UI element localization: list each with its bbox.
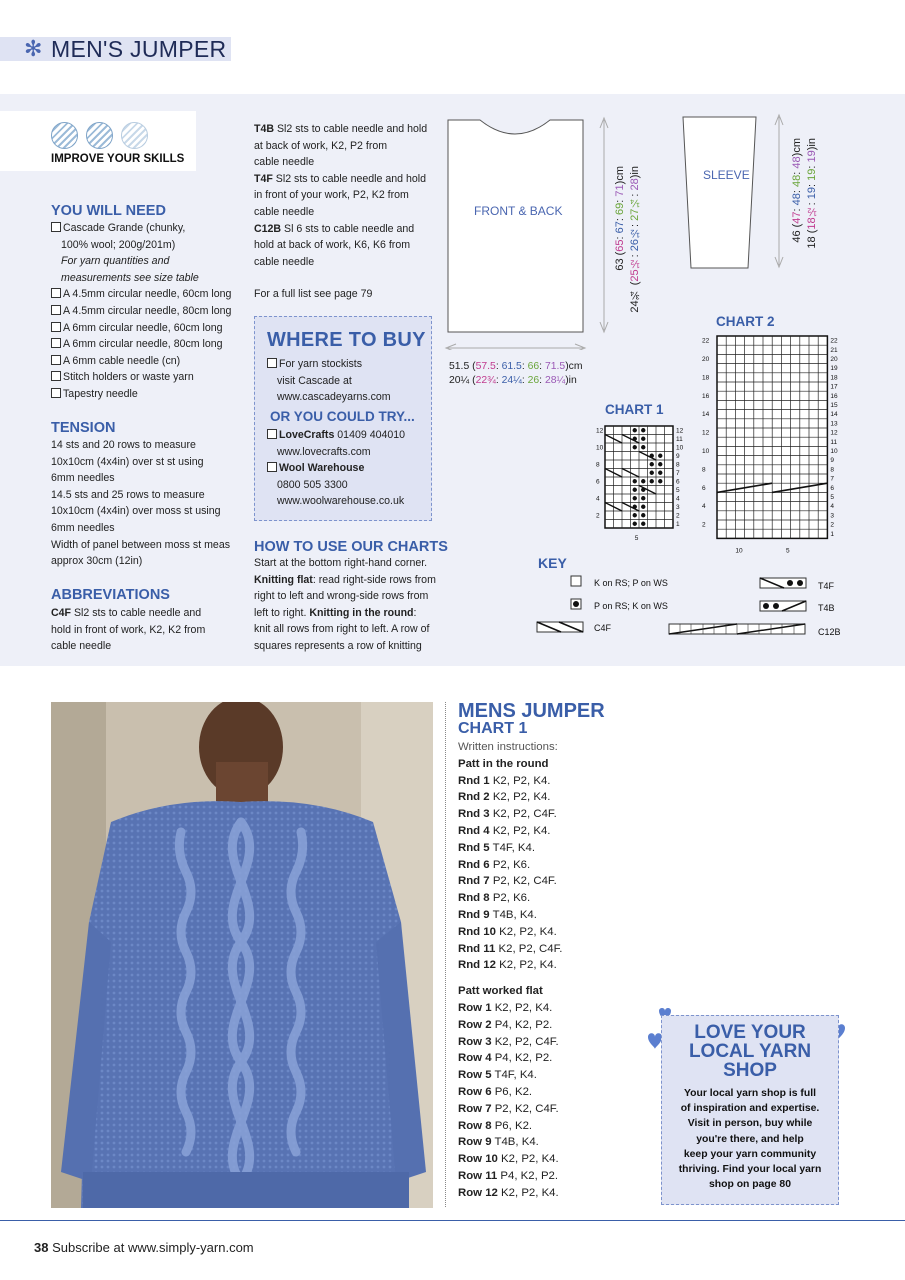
purl-dot: [633, 513, 637, 517]
abbreviations-heading: ABBREVIATIONS: [51, 587, 170, 603]
round-instruction: Rnd 10 K2, P2, K4.: [458, 925, 557, 938]
chart2-row-number: 22: [830, 337, 838, 345]
written-intro: Written instructions:: [458, 741, 558, 753]
tension-heading: TENSION: [51, 420, 116, 436]
chart1-row-number: 12: [676, 427, 684, 435]
round-instruction: Rnd 8 P2, K6.: [458, 892, 531, 905]
purl-dot: [658, 454, 662, 458]
sleeve-label: SLEEVE: [703, 168, 750, 182]
chart1-row-number: 1: [676, 520, 680, 528]
material-item: A 6mm circular needle, 80cm long: [51, 336, 246, 353]
chart1-row-number: 2: [676, 512, 680, 520]
chart1-row-number: 10: [676, 444, 684, 452]
checkbox-icon: [267, 429, 277, 439]
you-will-need-heading: YOU WILL NEED: [51, 203, 166, 219]
tension-text: [51, 437, 246, 570]
material-item: A 6mm cable needle (cn): [51, 353, 246, 370]
row-instruction: Row 3 K2, P2, C4F.: [458, 1035, 559, 1048]
purl-dot: [641, 522, 645, 526]
tension-line: 10x10cm (4x4in) over moss st using: [51, 505, 221, 518]
chart2-row-number: 4: [702, 503, 706, 511]
written-title: MENS JUMPER: [458, 700, 605, 722]
checkbox-icon[interactable]: [51, 322, 61, 332]
chart2-row-number: 21: [830, 346, 838, 354]
purl-dot: [633, 488, 637, 492]
round-instruction: Rnd 2 K2, P2, K4.: [458, 791, 551, 804]
purl-dot: [650, 462, 654, 466]
sleeve-in: 18 (18½: 19: 19: 19)in: [806, 138, 818, 249]
tension-line: 10x10cm (4x4in) over st st using: [51, 455, 204, 468]
page-title: MEN'S JUMPER: [51, 36, 227, 62]
chart1-row-number: 6: [596, 478, 600, 486]
chart2-row-number: 16: [702, 392, 710, 400]
chart1-row-number: 8: [596, 461, 600, 469]
round-instruction: Rnd 3 K2, P2, C4F.: [458, 808, 557, 821]
chart2-row-number: 17: [830, 383, 838, 391]
how-to-text: Start at the bottom right-hand corner. Knitting flat: read right-side rows from right to left and wrong-side rows from left to right. Knitting in the round: knit all rows from right to left. A row of squares represents a row of knitting: [254, 557, 436, 652]
skill-level-label: IMPROVE YOUR SKILLS: [51, 153, 185, 165]
chart2-row-number: 14: [830, 411, 838, 419]
footer-rule: [0, 1220, 905, 1221]
checkbox-icon[interactable]: [51, 222, 61, 232]
material-item: A 6mm circular needle, 60cm long: [51, 320, 246, 337]
yarn-ball-icon: [86, 122, 113, 149]
round-heading: Patt in the round: [458, 757, 549, 770]
how-to-heading: HOW TO USE OUR CHARTS: [254, 539, 448, 555]
material-item: 100% wool; 200g/201m): [61, 238, 176, 251]
written-subtitle: CHART 1: [458, 720, 528, 737]
round-instruction: Rnd 9 T4B, K4.: [458, 908, 537, 921]
checkbox-icon[interactable]: [51, 355, 61, 365]
chart2-row-number: 4: [830, 503, 835, 511]
chart1-row-number: 3: [676, 503, 680, 511]
chart2-row-number: 1: [830, 530, 835, 538]
chart2-row-number: 18: [830, 374, 838, 382]
purl-dot: [650, 471, 654, 475]
chart1-row-number: 2: [596, 512, 600, 520]
chart2-row-number: 8: [702, 466, 706, 474]
chart1-row-number: 12: [596, 427, 604, 435]
width-measurements: 51.5 (57.5: 61.5: 66: 71.5)cm 20¼ (22¾: 24¼: 26: 28¼)in: [449, 361, 583, 386]
purl-dot: [641, 513, 645, 517]
yarn-ball-icon: [121, 122, 148, 149]
sleeve-cm: 46 (47: 48: 48: 48)cm: [791, 138, 803, 243]
purl-dot: [633, 496, 637, 500]
purl-dot: [641, 479, 645, 483]
chart2-row-number: 19: [830, 365, 838, 373]
materials-list: [51, 220, 246, 403]
checkbox-icon: [267, 358, 277, 368]
round-instruction: Rnd 12 K2, P2, K4.: [458, 959, 557, 972]
written-instructions: [458, 739, 658, 1202]
row-instruction: Row 12 K2, P2, K4.: [458, 1186, 559, 1199]
star-icon: ✻: [24, 36, 43, 61]
key-p-on-rs: P on RS; K on WS: [594, 601, 668, 611]
purl-dot: [641, 445, 645, 449]
material-item: A 4.5mm circular needle, 60cm long: [51, 286, 246, 303]
purl-dot: [650, 479, 654, 483]
key-t4f: T4F: [818, 581, 835, 591]
row-instruction: Row 11 P4, K2, P2.: [458, 1169, 559, 1182]
chart2-grid: [695, 330, 845, 560]
material-item: A 4.5mm circular needle, 80cm long: [51, 303, 246, 320]
row-instruction: Row 6 P6, K2.: [458, 1085, 533, 1098]
tension-line: approx 30cm (12in): [51, 555, 143, 568]
abbr-column: T4B Sl2 sts to cable needle and hold at back of work, K2, P2 from cable needle T4F Sl2 sts to cable needle and hold in front of your work, P2, K2 from cable needle C12B Sl 6 sts to cable needle and hold at back of work, K6, K6 from cable needle For a full list see page 79: [254, 121, 434, 303]
material-item: Tapestry needle: [51, 386, 246, 403]
chart2-row-number: 15: [830, 402, 838, 409]
round-instruction: Rnd 11 K2, P2, C4F.: [458, 942, 563, 955]
checkbox-icon: [267, 462, 277, 472]
purl-dot: [641, 496, 645, 500]
where-to-buy-box: WHERE TO BUY For yarn stockists visit Cascade at www.cascadeyarns.com OR YOU COULD TRY... LoveCrafts 01409 404010 www.lovecrafts.com Wool Warehouse 0800 505 3300 www.woolwarehouse.co.uk: [254, 316, 432, 521]
chart2-row-number: 22: [702, 337, 710, 345]
row-instruction: Row 5 T4F, K4.: [458, 1069, 537, 1082]
chart1-grid: [585, 420, 695, 550]
chart1-row-number: 7: [676, 469, 680, 477]
where-to-buy-title: WHERE TO BUY: [267, 329, 426, 351]
jumper-photo: [51, 702, 433, 1208]
front-back-label: FRONT & BACK: [474, 204, 563, 218]
abbr-c4f: C4F Sl2 sts to cable needle and hold in front of work, K2, K2 from cable needle: [51, 607, 206, 653]
chart2-row-number: 6: [702, 484, 706, 492]
tension-line: 6mm needles: [51, 521, 115, 534]
chart2-row-number: 2: [830, 521, 835, 529]
chart2-row-number: 16: [830, 392, 838, 400]
chart2-row-number: 20: [702, 356, 710, 363]
material-item: measurements see size table: [61, 271, 199, 284]
chart2-row-number: 12: [830, 429, 838, 437]
checkbox-icon[interactable]: [51, 338, 61, 348]
key-title: KEY: [538, 555, 567, 571]
purl-dot: [641, 428, 645, 432]
footer: [34, 1240, 254, 1255]
chart2-col-number: 5: [786, 547, 790, 555]
tension-line: 14.5 sts and 25 rows to measure: [51, 488, 205, 501]
cascade-link[interactable]: www.cascadeyarns.com: [277, 391, 391, 404]
key-symbols: [535, 573, 850, 643]
row-instruction: Row 1 K2, P2, K4.: [458, 1001, 553, 1014]
chart2-row-number: 13: [830, 420, 838, 428]
subscribe-link[interactable]: Subscribe at www.simply-yarn.com: [48, 1240, 254, 1255]
page-number: 38: [34, 1240, 49, 1255]
lovecrafts-link[interactable]: www.lovecrafts.com: [277, 445, 371, 458]
flat-heading: Patt worked flat: [458, 985, 543, 998]
purl-dot: [658, 471, 662, 475]
chart2-row-number: 14: [702, 411, 710, 419]
chart2-row-number: 9: [830, 457, 835, 465]
round-instruction: Rnd 7 P2, K2, C4F.: [458, 875, 557, 888]
local-yarn-shop-box: LOVE YOUR LOCAL YARN SHOP Your local yarn shop is full of inspiration and expertise. Visit in person, buy while you're there, and help keep your yarn community thriving. Find your local yarn shop on page 80: [661, 1015, 839, 1205]
chart2-row-number: 5: [830, 494, 835, 501]
checkbox-icon[interactable]: [51, 305, 61, 315]
key-c4f: C4F: [594, 623, 612, 633]
row-instruction: Row 7 P2, K2, C4F.: [458, 1102, 559, 1115]
column-divider: [445, 702, 446, 1207]
alt-shops-title: OR YOU COULD TRY...: [270, 409, 415, 424]
chart1-col-number: 5: [634, 535, 639, 542]
round-instruction: Rnd 6 P2, K6.: [458, 858, 531, 871]
chart2-col-number: 10: [735, 547, 743, 555]
checkbox-icon[interactable]: [51, 288, 61, 298]
purl-dot: [633, 445, 637, 449]
full-list-note: For a full list see page 79: [254, 288, 373, 301]
chart1-row-number: 8: [676, 461, 680, 469]
chart1-row-number: 10: [596, 444, 604, 452]
length-in: 24¾ (25½: 26½: 27¼: 28)in: [629, 166, 641, 313]
purl-dot: [641, 437, 645, 441]
chart1-row-number: 4: [596, 495, 600, 503]
purl-dot: [641, 505, 645, 509]
chart2-row-number: 8: [830, 466, 835, 474]
purl-dot: [633, 428, 637, 432]
row-instruction: Row 10 K2, P2, K4.: [458, 1153, 559, 1166]
checkbox-icon[interactable]: [51, 371, 61, 381]
key-c12b: C12B: [818, 627, 841, 637]
purl-dot: [633, 522, 637, 526]
chart1-title: CHART 1: [605, 402, 664, 417]
chart1-row-number: 9: [676, 452, 680, 460]
chart2-title: CHART 2: [716, 314, 775, 329]
material-item: For yarn quantities and: [61, 255, 170, 268]
woolwarehouse-link[interactable]: www.woolwarehouse.co.uk: [277, 495, 405, 508]
row-instruction: Row 4 P4, K2, P2.: [458, 1052, 553, 1065]
tension-line: 6mm needles: [51, 472, 115, 485]
chart1-row-number: 11: [676, 435, 683, 443]
chart2-row-number: 2: [702, 521, 706, 529]
purl-dot: [658, 479, 662, 483]
chart2-row-number: 12: [702, 429, 710, 437]
chart2-row-number: 10: [830, 448, 838, 455]
tension-line: Width of panel between moss st meas: [51, 538, 231, 551]
row-instruction: Row 8 P6, K2.: [458, 1119, 533, 1132]
purl-dot: [658, 462, 662, 466]
tension-line: 14 sts and 20 rows to measure: [51, 439, 196, 451]
chart2-row-number: 10: [702, 448, 710, 455]
length-cm: 63 (65: 67: 69: 71)cm: [614, 166, 626, 271]
yarn-ball-icon: [51, 122, 78, 149]
key-k-on-rs: K on RS; P on WS: [594, 578, 668, 588]
chart1-row-number: 4: [676, 495, 680, 503]
round-instruction: Rnd 1 K2, P2, K4.: [458, 774, 551, 787]
material-item: Cascade Grande (chunky,: [51, 220, 246, 237]
chart2-row-number: 3: [830, 512, 835, 520]
row-instruction: Row 2 P4, K2, P2.: [458, 1018, 553, 1031]
row-instruction: Row 9 T4B, K4.: [458, 1136, 539, 1149]
round-instruction: Rnd 4 K2, P2, K4.: [458, 824, 551, 837]
material-item: Stitch holders or waste yarn: [51, 369, 246, 386]
chart2-row-number: 7: [830, 475, 835, 483]
checkbox-icon[interactable]: [51, 388, 61, 398]
chart1-row-number: 5: [676, 486, 680, 494]
chart2-row-number: 20: [830, 356, 838, 363]
chart2-row-number: 11: [830, 438, 838, 446]
chart1-row-number: 6: [676, 478, 680, 486]
key-t4b: T4B: [818, 603, 835, 613]
round-instruction: Rnd 5 T4F, K4.: [458, 841, 536, 854]
purl-dot: [633, 479, 637, 483]
chart2-row-number: 6: [830, 484, 835, 492]
chart2-row-number: 18: [702, 374, 710, 382]
